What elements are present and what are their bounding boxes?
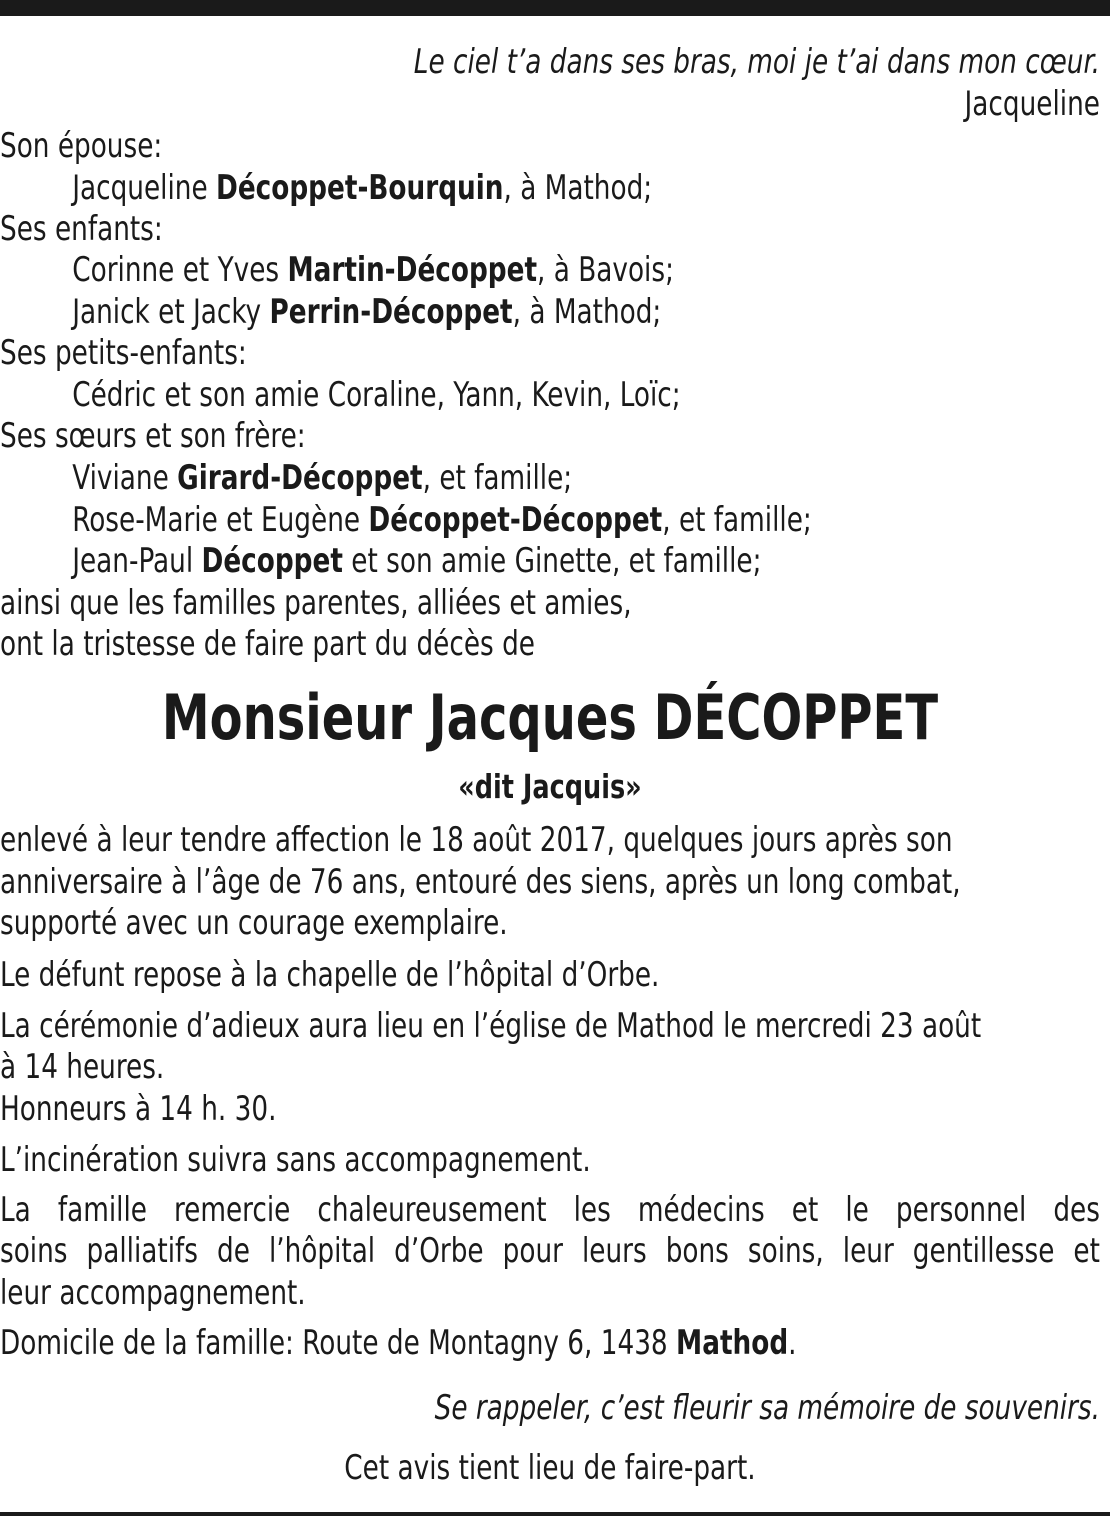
relatives-line: ainsi que les familles parentes, alliées et amies, xyxy=(0,583,632,623)
children-heading: Ses enfants: xyxy=(0,209,163,249)
sibling-line xyxy=(72,458,1110,500)
child-line xyxy=(72,250,1110,292)
paragraph-line: anniversaire à l’âge de 76 ans, entouré des siens, après un long combat, xyxy=(0,862,961,902)
sibling-line xyxy=(72,541,1110,583)
child-location: , à Bavois; xyxy=(537,250,674,290)
paragraph-line: La famille remercie chaleureusement les médecins et le personnel des xyxy=(0,1190,1100,1230)
grandchildren-heading: Ses petits-enfants: xyxy=(0,333,247,373)
spouse-location: , à Mathod; xyxy=(503,168,653,208)
child-line xyxy=(72,292,1110,334)
address-place: Mathod xyxy=(676,1323,789,1363)
spouse-first-name: Jacqueline xyxy=(72,168,216,208)
address-text: Domicile de la famille: Route de Montagny 6, 1438 xyxy=(0,1323,677,1363)
paragraph-line: à 14 heures. xyxy=(0,1047,165,1087)
paragraph-line: La cérémonie d’adieux aura lieu en l’église de Mathod le mercredi 23 août xyxy=(0,1006,982,1046)
spouse-surname: Décoppet-Bourquin xyxy=(215,168,504,208)
sibling-first-names: Rose-Marie et Eugène xyxy=(72,500,369,540)
sibling-surname: Girard-Décoppet xyxy=(177,458,423,498)
child-surname: Perrin-Décoppet xyxy=(269,292,513,332)
deceased-nickname: «dit Jacquis» xyxy=(458,767,642,806)
paragraph-line: enlevé à leur tendre affection le 18 août 2017, quelques jours après son xyxy=(0,820,953,860)
sibling-surname: Décoppet xyxy=(201,541,343,581)
closing-quote: Se rappeler, c’est fleurir sa mémoire de souvenirs. xyxy=(434,1388,1100,1428)
sibling-suffix: et son amie Ginette, et famille; xyxy=(342,541,762,581)
paragraph-incineration: L’incinération suivra sans accompagnement. xyxy=(0,1140,591,1180)
address-end: . xyxy=(788,1323,797,1363)
paragraph-rest: Le défunt repose à la chapelle de l’hôpital d’Orbe. xyxy=(0,955,660,995)
sibling-line xyxy=(72,500,1110,542)
sibling-first-names: Viviane xyxy=(72,458,178,498)
epigraph-quote: Le ciel t’a dans ses bras, moi je t’ai dans mon cœur. xyxy=(413,42,1100,82)
deceased-name: Monsieur Jacques DÉCOPPET xyxy=(161,681,939,754)
child-first-names: Janick et Jacky xyxy=(72,292,270,332)
paragraph-honours: Honneurs à 14 h. 30. xyxy=(0,1089,277,1129)
sibling-suffix: , et famille; xyxy=(422,458,573,498)
family-address xyxy=(0,1323,1100,1365)
announcement-line: ont la tristesse de faire part du décès de xyxy=(0,624,535,664)
siblings-heading: Ses sœurs et son frère: xyxy=(0,416,306,456)
sibling-first-names: Jean-Paul xyxy=(72,541,202,581)
child-first-names: Corinne et Yves xyxy=(72,250,288,290)
child-surname: Martin-Décoppet xyxy=(287,250,538,290)
sibling-suffix: , et famille; xyxy=(662,500,812,540)
bottom-rule xyxy=(0,1512,1110,1516)
child-location: , à Mathod; xyxy=(512,292,662,332)
sibling-surname: Décoppet-Décoppet xyxy=(368,500,663,540)
closing-notice: Cet avis tient lieu de faire-part. xyxy=(344,1448,756,1488)
paragraph-line: leur accompagnement. xyxy=(0,1273,306,1313)
top-rule xyxy=(0,0,1110,16)
spouse-heading: Son épouse: xyxy=(0,126,163,166)
paragraph-line: soins palliatifs de l’hôpital d’Orbe pour leurs bons soins, leur gentillesse et xyxy=(0,1231,1100,1271)
epigraph-signature: Jacqueline xyxy=(964,84,1100,124)
spouse-line xyxy=(72,168,1110,210)
paragraph-line: supporté avec un courage exemplaire. xyxy=(0,903,508,943)
grandchildren-line: Cédric et son amie Coraline, Yann, Kevin, Loïc; xyxy=(72,375,681,415)
